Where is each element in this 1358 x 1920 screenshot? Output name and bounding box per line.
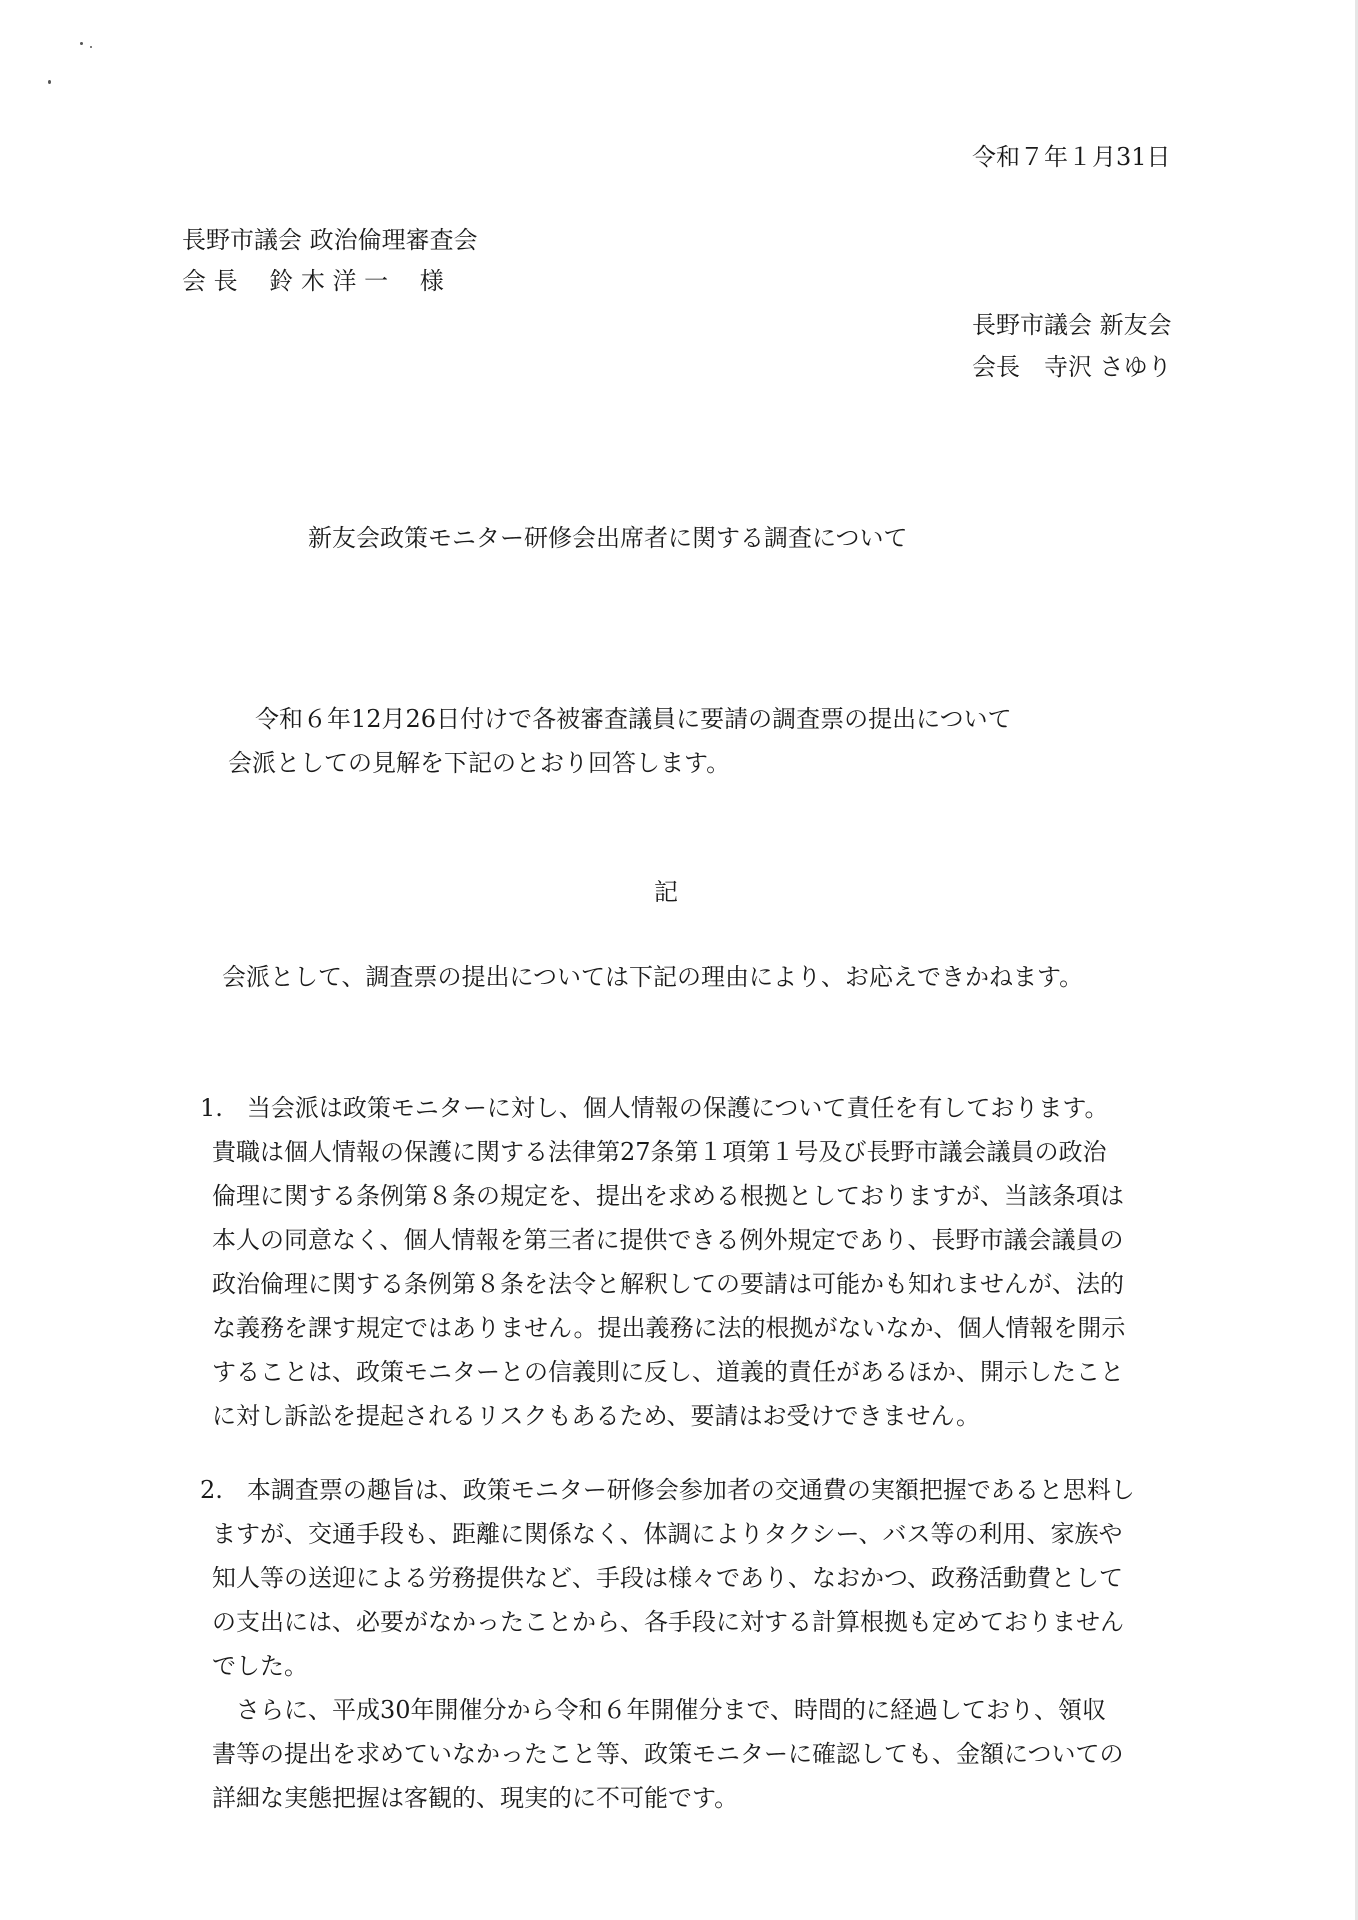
scan-speck: [80, 42, 83, 45]
item2-line: でした。: [212, 1652, 308, 1680]
ki-heading: 記: [654, 878, 678, 906]
item2-line: 2. 本調査票の趣旨は、政策モニター研修会参加者の交通費の実額把握であると思料し: [200, 1476, 1135, 1504]
item1-line: に対し訴訟を提起されるリスクもあるため、要請はお受けできません。: [212, 1402, 980, 1430]
sender-name: 会長 寺沢 さゆり: [972, 353, 1172, 381]
item2-line: 書等の提出を求めていなかったこと等、政策モニターに確認しても、金額についての: [212, 1740, 1124, 1768]
item2-line: 詳細な実態把握は客観的、現実的に不可能です。: [212, 1784, 739, 1812]
document-title: 新友会政策モニター研修会出席者に関する調査について: [308, 524, 908, 552]
item2-line: の支出には、必要がなかったことから、各手段に対する計算根拠も定めておりません: [212, 1608, 1124, 1636]
intro-line: 会派としての見解を下記のとおり回答します。: [228, 749, 731, 777]
summary-line: 会派として、調査票の提出については下記の理由により、お応えできかねます。: [222, 963, 1084, 991]
sender-org: 長野市議会 新友会: [972, 311, 1172, 339]
item1-line: することは、政策モニターとの信義則に反し、道義的責任があるほか、開示したこと: [212, 1358, 1124, 1386]
recipient-name: 会 長 鈴 木 洋 一 様: [182, 267, 444, 295]
scan-speck: [90, 46, 92, 48]
item2-line: 知人等の送迎による労務提供など、手段は様々であり、なおかつ、政務活動費として: [212, 1564, 1124, 1592]
recipient-org: 長野市議会 政治倫理審査会: [182, 226, 478, 254]
scan-speck: [48, 80, 51, 84]
intro-line: 令和６年12月26日付けで各被審査議員に要請の調査票の提出について: [255, 705, 1012, 733]
item1-line: な義務を課す規定ではありません。提出義務に法的根拠がないなか、個人情報を開示: [212, 1314, 1126, 1342]
item1-line: 本人の同意なく、個人情報を第三者に提供できる例外規定であり、長野市議会議員の: [212, 1226, 1124, 1254]
item1-line: 1. 当会派は政策モニターに対し、個人情報の保護について責任を有しております。: [200, 1094, 1109, 1122]
item1-line: 倫理に関する条例第８条の規定を、提出を求める根拠としておりますが、当該条項は: [212, 1182, 1124, 1210]
item2-line: さらに、平成30年開催分から令和６年開催分まで、時間的に経過しており、領収: [212, 1696, 1107, 1724]
document-date: 令和７年１月31日: [972, 143, 1171, 171]
item1-line: 政治倫理に関する条例第８条を法令と解釈しての要請は可能かも知れませんが、法的: [212, 1270, 1124, 1298]
item2-line: ますが、交通手段も、距離に関係なく、体調によりタクシー、バス等の利用、家族や: [212, 1520, 1123, 1548]
item1-line: 貴職は個人情報の保護に関する法律第27条第１項第１号及び長野市議会議員の政治: [212, 1138, 1107, 1166]
